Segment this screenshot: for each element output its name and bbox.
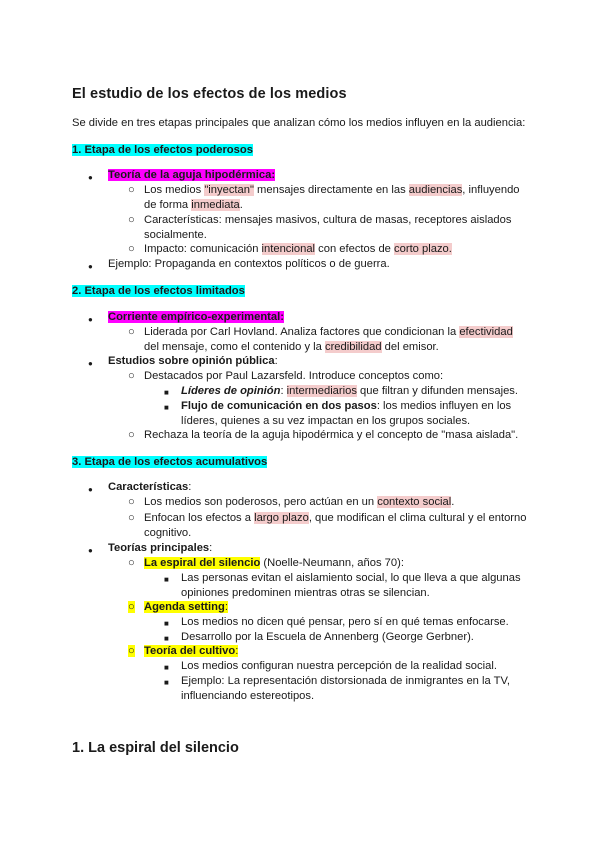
text: :: [280, 385, 287, 397]
empirico-item: [108, 310, 284, 325]
circle-bullet-icon: ○: [128, 496, 135, 508]
colon: :: [274, 355, 278, 367]
empirico-label: Corriente empírico-experimental: [108, 311, 281, 323]
espiral-sub-1-cont: opiniones predominen mientras otras se silencian.: [181, 587, 430, 599]
text: que filtran y difunden mensajes.: [356, 385, 519, 397]
highlight-largo-plazo: largo plazo: [254, 512, 309, 524]
text: Impacto: comunicación: [144, 243, 262, 255]
highlight-corto-plazo: corto plazo.: [394, 243, 452, 255]
disc-bullet-icon: ●: [88, 546, 93, 555]
agenda-sub-1: Los medios no dicen qué pensar, pero sí en qué temas enfocarse.: [181, 616, 509, 628]
caracteristicas-sub-2: [144, 511, 526, 526]
stage-1-example: Ejemplo: Propaganda en contextos políticos o de guerra.: [108, 258, 390, 270]
text: Liderada por Carl Hovland. Analiza factores que condicionan la: [144, 326, 460, 338]
highlight-efectividad: efectividad: [459, 326, 513, 338]
square-bullet-icon: ■: [164, 388, 169, 397]
circle-bullet-icon: [128, 644, 135, 659]
text: mensajes directamente en las: [253, 184, 409, 196]
highlight-credibilidad: credibilidad: [324, 341, 382, 353]
text: del mensaje, como el contenido y la: [144, 341, 325, 353]
circle-bullet-icon: ○: [128, 512, 135, 524]
aguja-sub-2: Características: mensajes masivos, cultura de masas, receptores aislados: [144, 214, 512, 226]
circle-bullet-icon: ○: [128, 184, 135, 196]
text: .: [451, 496, 455, 508]
text: , que modifican el clima cultural y el entorno: [308, 512, 527, 524]
caracteristicas-label: Características: [108, 481, 189, 493]
text: Los medios son poderosos, pero actúan en un: [144, 496, 378, 508]
aguja-theory-item: [108, 168, 275, 183]
text: : los medios influyen en los: [376, 400, 512, 412]
empirico-sub-1: [144, 325, 513, 340]
highlight-inyectan: "inyectan": [204, 184, 254, 196]
teorias-item: [108, 541, 212, 556]
text: (Noelle-Neumann, años 70):: [260, 557, 404, 569]
flujo-item: [181, 399, 511, 414]
disc-bullet-icon: ●: [88, 485, 93, 494]
circle-bullet-icon: ○: [128, 429, 135, 441]
highlight-intermediarios: intermediarios: [286, 385, 357, 397]
agenda-label: Agenda setting: [144, 601, 225, 613]
colon: :: [209, 542, 213, 554]
empirico-sub-1-cont: [144, 340, 439, 355]
square-bullet-icon: ■: [164, 403, 169, 412]
aguja-sub-1-cont: [144, 198, 243, 213]
highlight-contexto-social: contexto social: [377, 496, 452, 508]
disc-bullet-icon: ●: [88, 315, 93, 324]
cultivo-item: [144, 644, 238, 659]
estudios-label: Estudios sobre opinión pública: [108, 355, 275, 367]
text: del emisor.: [381, 341, 439, 353]
colon: :: [188, 481, 192, 493]
cultivo-label: Teoría del cultivo: [144, 645, 236, 657]
estudios-item: [108, 354, 278, 369]
teorias-label: Teorías principales: [108, 542, 210, 554]
agenda-item: [144, 600, 228, 615]
cultivo-sub-2: Ejemplo: La representación distorsionada de inmigrantes en la TV,: [181, 675, 510, 687]
cultivo-sub-2-cont: influenciando estereotipos.: [181, 690, 315, 702]
aguja-theory-label: Teoría de la aguja hipodérmica: [108, 169, 272, 181]
flujo-label: Flujo de comunicación en dos pasos: [181, 400, 377, 412]
estudios-sub-1: Destacados por Paul Lazarsfeld. Introduce conceptos como:: [144, 370, 444, 382]
square-bullet-icon: ■: [164, 663, 169, 672]
circle-bullet-icon: ○: [128, 214, 135, 226]
text: Enfocan los efectos a: [144, 512, 255, 524]
circle-glyph: ○: [128, 645, 135, 657]
intro-paragraph: Se divide en tres etapas principales que analizan cómo los medios influyen en la audiencia:: [72, 117, 526, 129]
espiral-label: La espiral del silencio: [144, 557, 261, 569]
disc-bullet-icon: ●: [88, 262, 93, 271]
square-bullet-icon: ■: [164, 619, 169, 628]
circle-bullet-icon: ○: [128, 370, 135, 382]
text: Los medios: [144, 184, 205, 196]
square-bullet-icon: ■: [164, 634, 169, 643]
aguja-sub-3: [144, 242, 452, 257]
stage-3-heading: [72, 456, 267, 468]
circle-bullet-icon: ○: [128, 326, 135, 338]
square-bullet-icon: ■: [164, 678, 169, 687]
circle-bullet-icon: ○: [128, 557, 135, 569]
stage-2-heading: [72, 285, 245, 297]
stage-3-heading-text: 3. Etapa de los efectos acumulativos: [72, 456, 268, 468]
colon: :: [271, 169, 276, 181]
espiral-item: [144, 556, 404, 571]
circle-bullet-icon: ○: [128, 243, 135, 255]
agenda-sub-2: Desarrollo por la Escuela de Annenberg (George Gerbner).: [181, 631, 474, 643]
square-bullet-icon: ■: [164, 575, 169, 584]
text: .: [239, 199, 243, 211]
estudios-sub-2: Rechaza la teoría de la aguja hipodérmica y el concepto de "masa aislada".: [144, 429, 519, 441]
stage-1-heading: [72, 144, 253, 156]
text: con efectos de: [315, 243, 395, 255]
colon: :: [280, 311, 284, 323]
caracteristicas-item: [108, 480, 191, 495]
highlight-intencional: intencional: [261, 243, 316, 255]
aguja-sub-1: [144, 183, 520, 198]
cultivo-sub-1: Los medios configuran nuestra percepción de la realidad social.: [181, 660, 497, 672]
text: , influyendo: [462, 184, 520, 196]
flujo-item-cont: líderes, quienes a su vez impactan en los grupos sociales.: [181, 415, 471, 427]
colon: :: [224, 601, 228, 613]
circle-glyph: ○: [128, 601, 135, 613]
lideres-item: [181, 384, 518, 399]
espiral-sub-1: Las personas evitan el aislamiento social, lo que lleva a que algunas: [181, 572, 521, 584]
stage-1-heading-text: 1. Etapa de los efectos poderosos: [72, 144, 253, 156]
document-title: El estudio de los efectos de los medios: [72, 86, 347, 102]
disc-bullet-icon: ●: [88, 359, 93, 368]
lideres-label: Líderes de opinión: [181, 385, 281, 397]
caracteristicas-sub-1: [144, 495, 454, 510]
aguja-sub-2-cont: socialmente.: [144, 229, 207, 241]
stage-2-heading-text: 2. Etapa de los efectos limitados: [72, 285, 245, 297]
circle-bullet-icon: [128, 600, 135, 615]
disc-bullet-icon: ●: [88, 173, 93, 182]
text: de forma: [144, 199, 192, 211]
caracteristicas-sub-2-cont: cognitivo.: [144, 527, 192, 539]
section-heading: 1. La espiral del silencio: [72, 740, 239, 756]
highlight-inmediata: inmediata: [191, 199, 240, 211]
highlight-audiencias: audiencias: [408, 184, 463, 196]
colon: :: [235, 645, 239, 657]
